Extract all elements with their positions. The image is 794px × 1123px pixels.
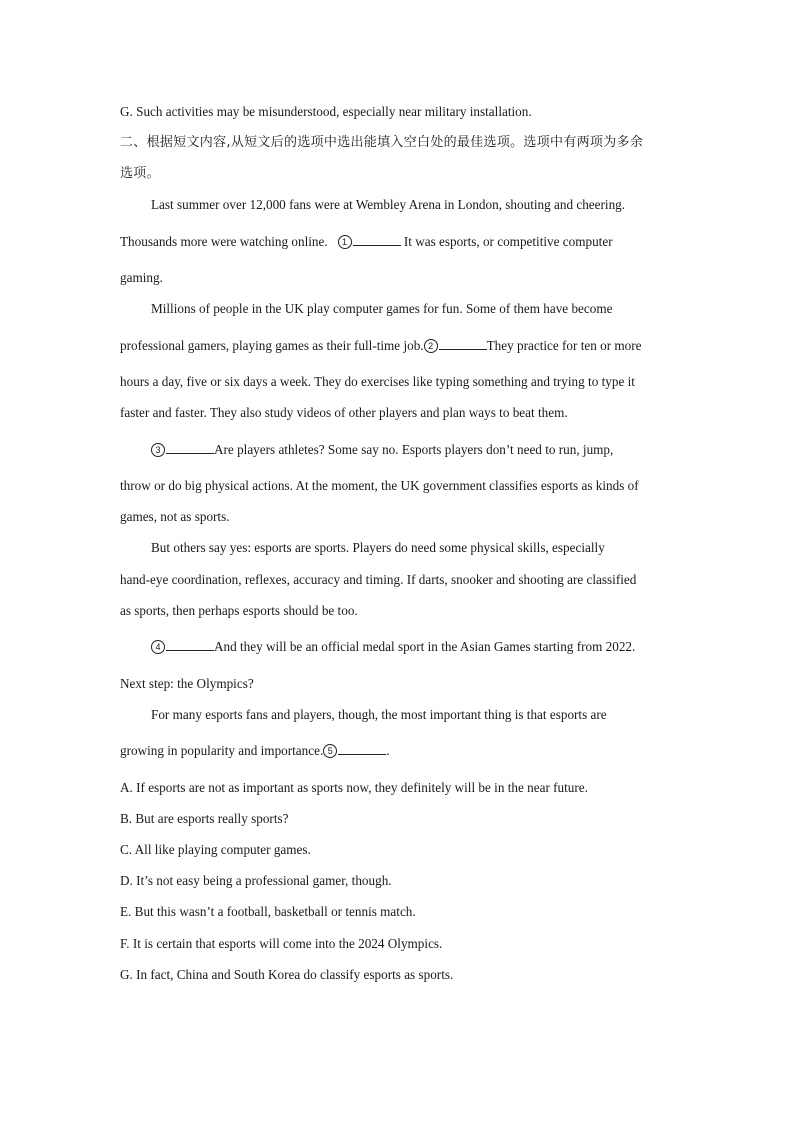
blank-2-marker: 2 xyxy=(424,339,438,353)
para5-line2: Next step: the Olympics? xyxy=(120,676,254,691)
para3-line3: games, not as sports. xyxy=(120,509,230,524)
para2-line2 xyxy=(120,337,642,355)
option-b: B. But are esports really sports? xyxy=(120,811,289,826)
blank-2[interactable] xyxy=(439,338,487,350)
blank-1[interactable] xyxy=(353,234,401,246)
option-e: E. But this wasn’t a football, basketball or tennis match. xyxy=(120,904,416,919)
para4-line3: as sports, then perhaps esports should be too. xyxy=(120,603,358,618)
section-instruction-cont: 选项。 xyxy=(120,166,160,181)
para2-text-a: professional gamers, playing games as their full-time job. xyxy=(120,338,424,353)
option-c: C. All like playing computer games. xyxy=(120,842,311,857)
para1-line1: Last summer over 12,000 fans were at Wembley Arena in London, shouting and cheering. xyxy=(151,197,626,212)
para3-text: Are players athletes? Some say no. Esports players don’t need to run, jump, xyxy=(214,442,614,457)
para1-line3: gaming. xyxy=(120,270,163,285)
option-f: F. It is certain that esports will come into the 2024 Olympics. xyxy=(120,936,443,951)
blank-4-marker: 4 xyxy=(151,640,165,654)
para2-line3: hours a day, five or six days a week. They do exercises like typing something and trying to type it xyxy=(120,374,635,389)
blank-4[interactable] xyxy=(166,639,214,651)
para3-line1 xyxy=(151,441,613,459)
para6-text-a: growing in popularity and importance. xyxy=(120,743,324,758)
option-d: D. It’s not easy being a professional gamer, though. xyxy=(120,873,392,888)
para4-line2: hand-eye coordination, reflexes, accuracy and timing. If darts, snooker and shooting are classified xyxy=(120,572,637,587)
blank-5[interactable] xyxy=(338,743,386,755)
blank-1-marker: 1 xyxy=(338,235,352,249)
para6-line2 xyxy=(120,742,390,760)
blank-5-marker: 5 xyxy=(323,744,337,758)
para1-text-b: It was esports, or competitive computer xyxy=(400,234,613,249)
blank-3-marker: 3 xyxy=(151,443,165,457)
para6-line1: For many esports fans and players, though, the most important thing is that esports are xyxy=(151,707,607,722)
para2-line4: faster and faster. They also study videos of other players and plan ways to beat them. xyxy=(120,405,568,420)
blank-3[interactable] xyxy=(166,442,214,454)
para2-line1: Millions of people in the UK play computer games for fun. Some of them have become xyxy=(151,301,613,316)
para1-text-a: Thousands more were watching online. xyxy=(120,234,328,249)
para6-text-b: . xyxy=(386,743,390,758)
section-instruction: 二、根据短文内容,从短文后的选项中选出能填入空白处的最佳选项。选项中有两项为多余 xyxy=(120,135,644,150)
option-a: A. If esports are not as important as sports now, they definitely will be in the near future. xyxy=(120,780,588,795)
para2-text-b: They practice for ten or more xyxy=(486,338,642,353)
para4-line1: But others say yes: esports are sports. Players do need some physical skills, especially xyxy=(151,540,605,555)
para1-line2 xyxy=(120,233,613,251)
option-g: G. In fact, China and South Korea do classify esports as sports. xyxy=(120,967,454,982)
prev-option-g: G. Such activities may be misunderstood, especially near military installation. xyxy=(120,104,532,119)
para3-line2: throw or do big physical actions. At the moment, the UK government classifies esports as kinds of xyxy=(120,478,639,493)
para5-line1 xyxy=(151,638,635,656)
para5-text: And they will be an official medal sport in the Asian Games starting from 2022. xyxy=(214,639,636,654)
